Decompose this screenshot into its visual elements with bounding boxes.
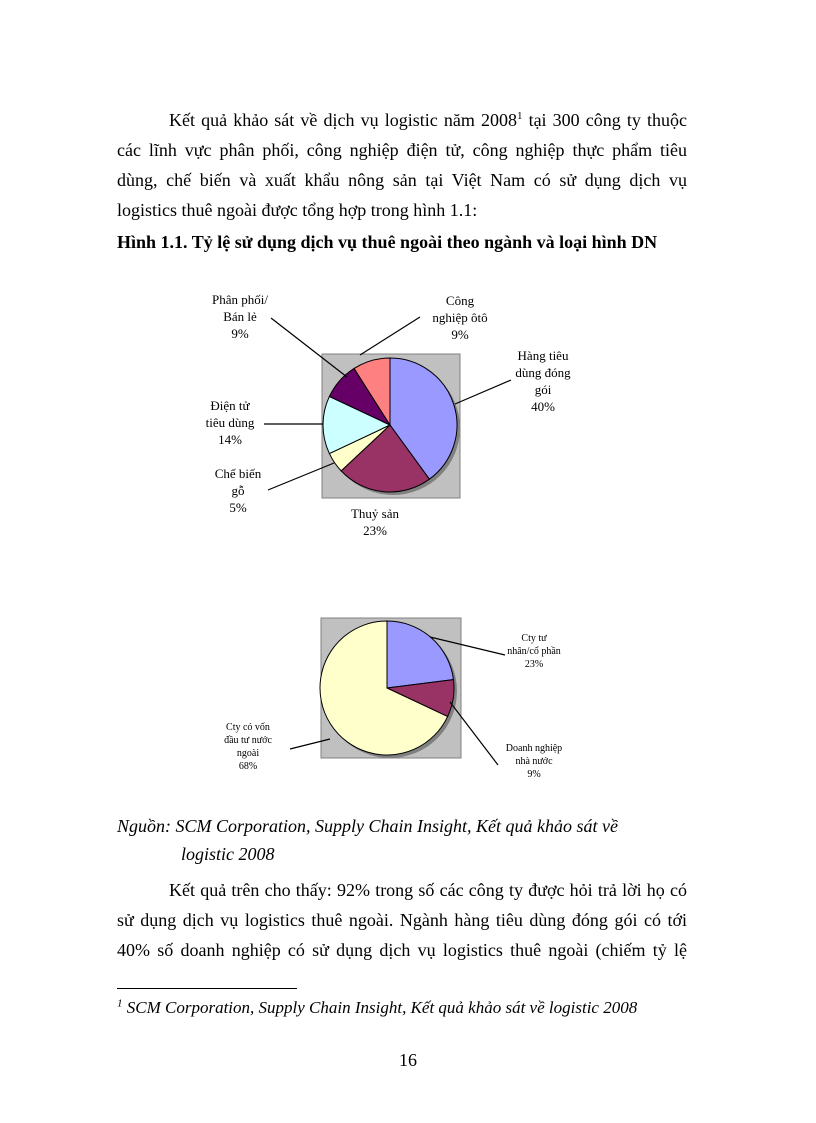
- data-label-che-bien-go: Chế biến gỗ 5%: [214, 466, 262, 515]
- intro-text-part1: Kết quả khảo sát về dịch vụ logistic năm 2008: [169, 110, 517, 130]
- data-label-cong-nghiep-oto: Công nghiệp ôtô 9%: [432, 293, 488, 342]
- source-line-1: Nguồn: SCM Corporation, Supply Chain Insight, Kết quả khảo sát về: [117, 816, 618, 836]
- source-line-2: logistic 2008: [181, 844, 275, 864]
- figure-source: [117, 812, 618, 868]
- data-label-hang-tieu-dung-dong-goi: Hàng tiêu dùng đóng gói 40%: [515, 348, 571, 414]
- data-label-phan-phoi-ban-le: Phân phối/ Bán lẻ 9%: [212, 292, 268, 341]
- intro-paragraph-last-line: logistics thuê ngoài được tổng hợp trong hình 1.1:: [117, 200, 478, 220]
- leader-line-hang-tieu-dung-dong-goi: [455, 380, 511, 404]
- result-paragraph: Kết quả trên cho thấy: 92% trong số các công ty được hỏi trả lời họ có sử dụng dịch vụ logistics thuê ngoài. Ngành hàng tiêu dùng đóng gói có tới 40% số doanh nghiệp có sử dụng dịch vụ logistics thuê ngoài (chiếm tỷ lệ: [117, 880, 687, 960]
- data-label-doanh-nghiep-nha-nuoc: Doanh nghiệp nhà nước 9%: [505, 743, 563, 780]
- pie-chart-by-industry: [206, 292, 572, 538]
- footnote: [117, 998, 637, 1018]
- figure-title: Hình 1.1. Tỷ lệ sử dụng dịch vụ thuê ngoài theo ngành và loại hình DN: [117, 232, 658, 252]
- leader-line-phan-phoi-ban-le: [271, 318, 347, 377]
- intro-text-part2: tại 300 công ty thuộc các lĩnh vực phân phối, công nghiệp điện tử, công nghiệp thực phẩm tiêu dùng, chế biến và xuất khẩu nông sản tại Việt Nam có sử dụng dịch vụ: [117, 110, 687, 190]
- data-label-cty-tu-nhan-co-phan: Cty tư nhân/cổ phần 23%: [507, 633, 561, 670]
- pie-chart-by-ownership: [224, 618, 562, 780]
- footnote-separator: [117, 988, 297, 989]
- footnote-mark: 1: [117, 997, 123, 1010]
- page-number: 16: [399, 1050, 417, 1070]
- footnote-reference: 1: [516, 110, 523, 122]
- footnote-text: SCM Corporation, Supply Chain Insight, Kết quả khảo sát về logistic 2008: [122, 998, 638, 1017]
- data-label-thuy-san: Thuỷ sản 23%: [350, 506, 400, 538]
- data-label-cty-co-von-dau-tu-nuoc-ngoai: Cty có vốn đầu tư nước ngoài 68%: [224, 722, 272, 772]
- data-label-dien-tu-tieu-dung: Điện tử tiêu dùng 14%: [205, 398, 255, 447]
- leader-line-cong-nghiep-oto: [360, 317, 420, 355]
